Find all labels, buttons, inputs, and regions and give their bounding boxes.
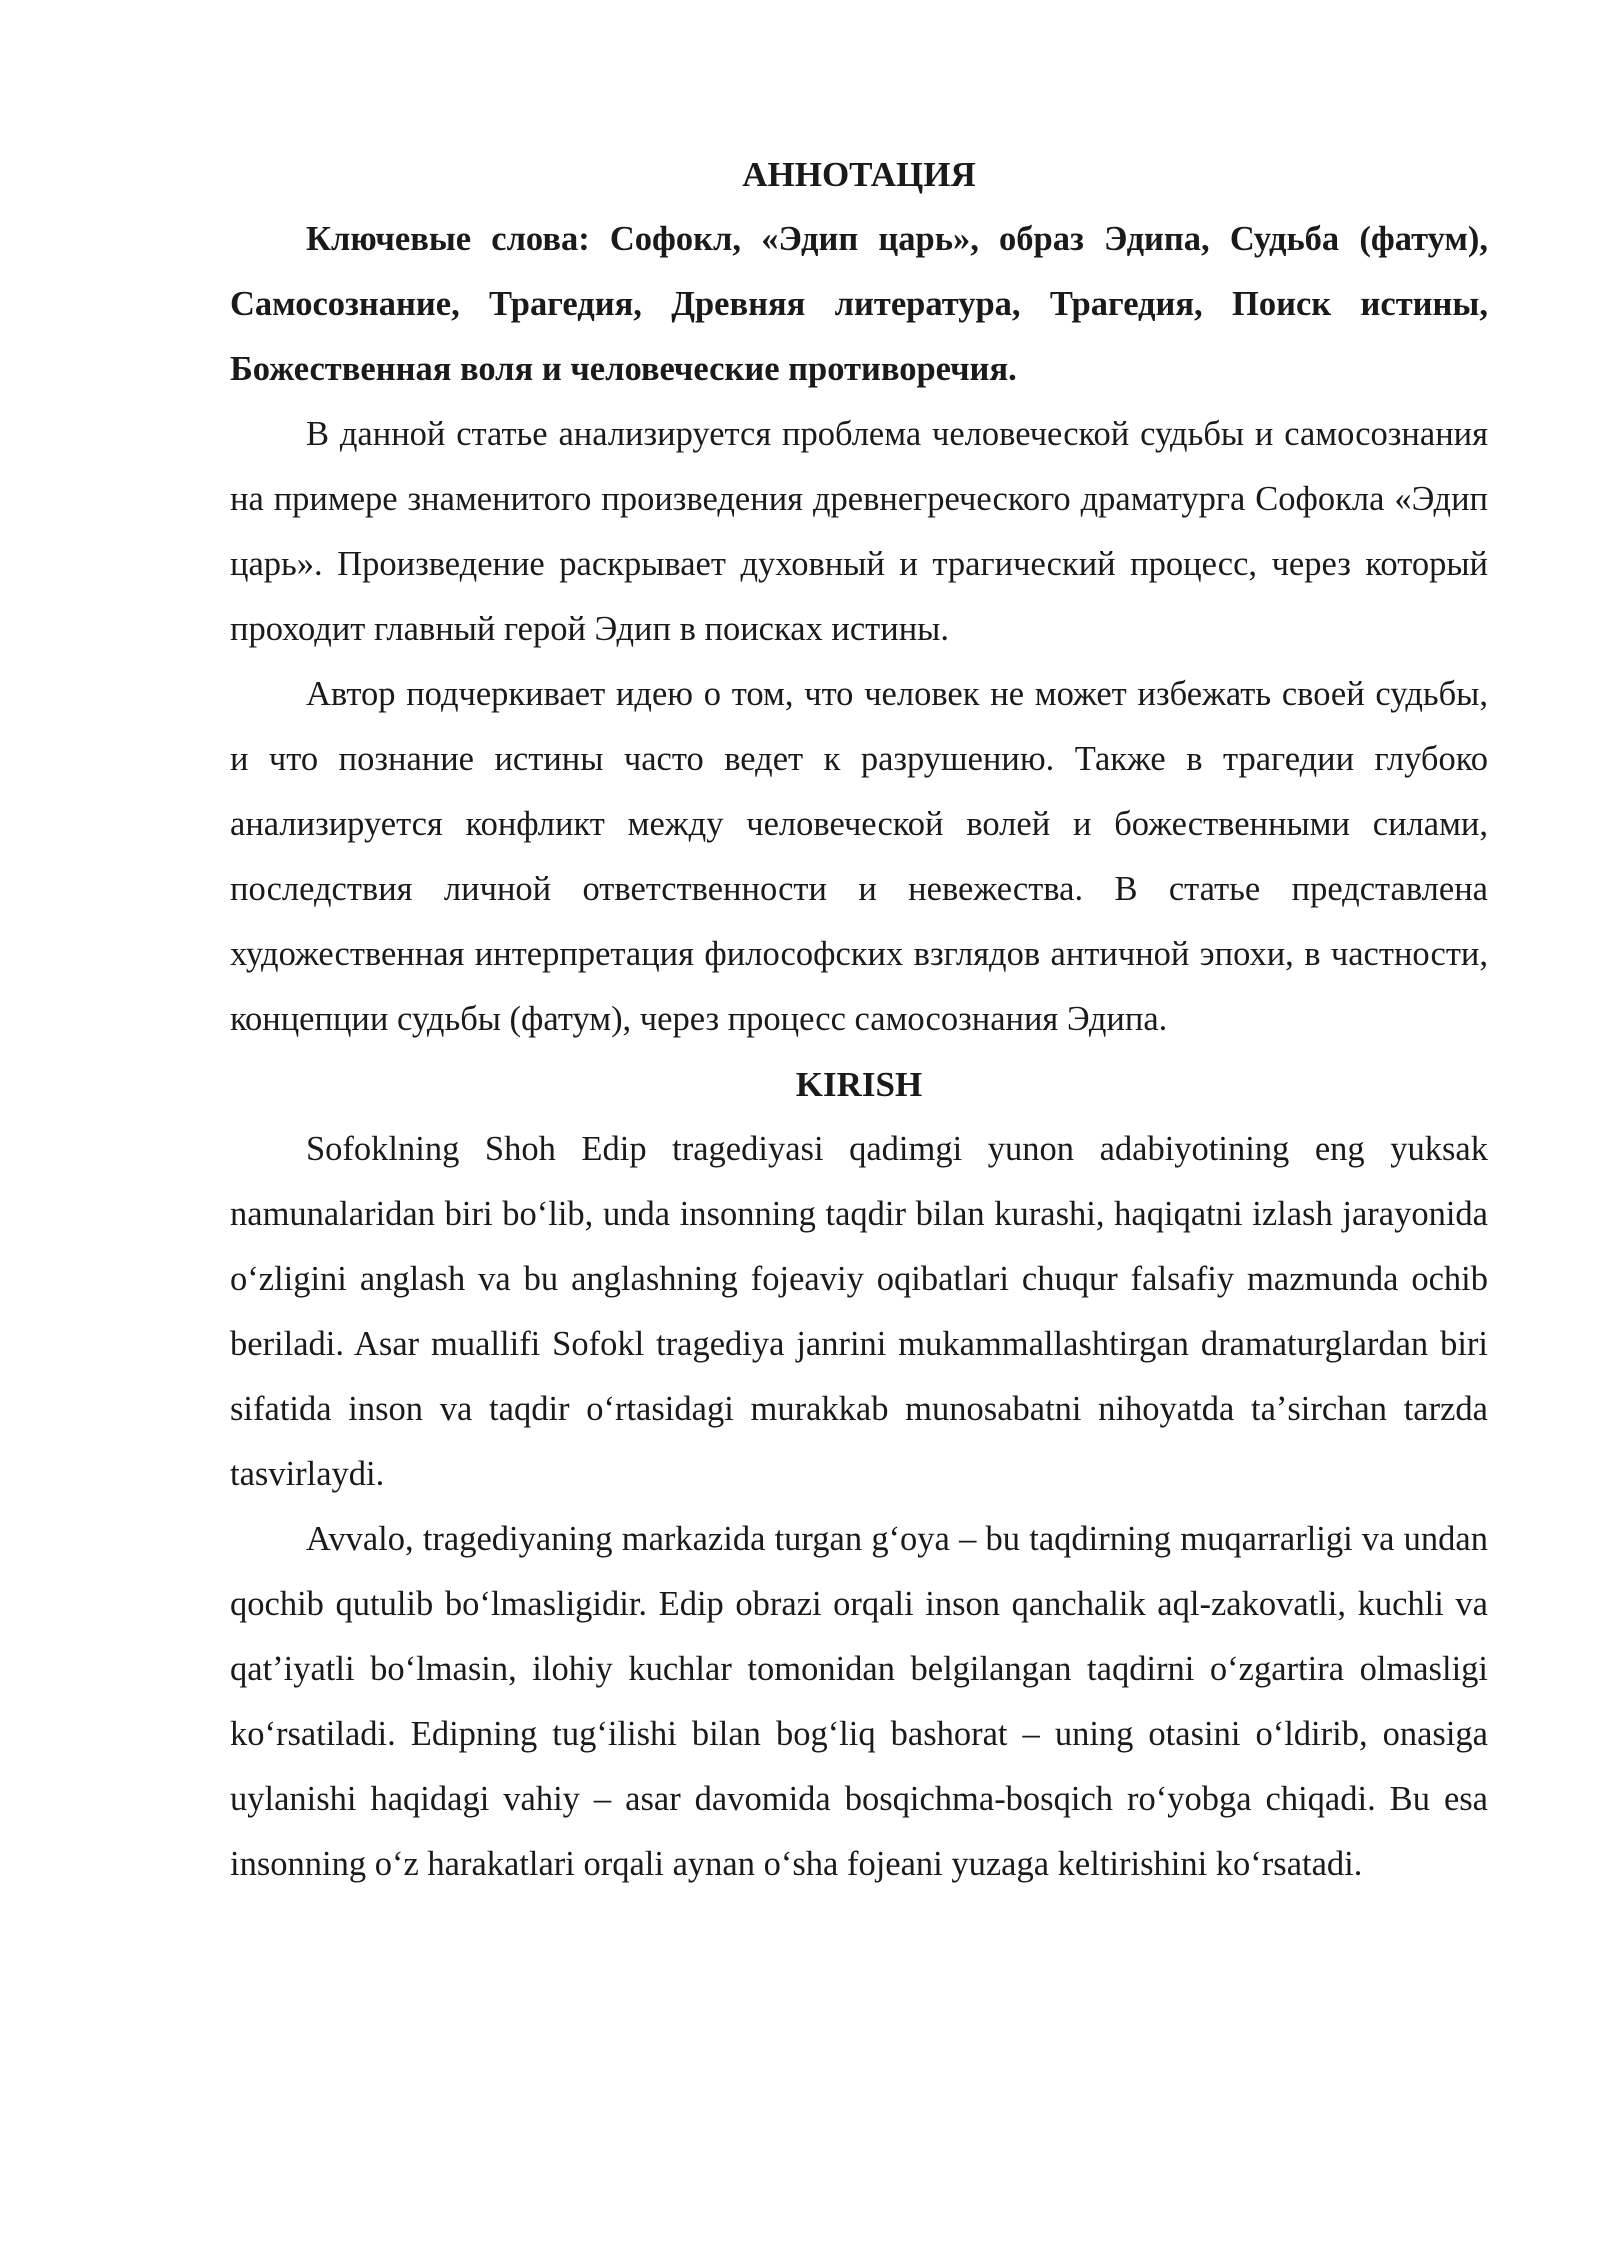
annotation-paragraph-1: В данной статье анализируется проблема человеческой судьбы и самосознания на примере знаменитого произведения древнегреческого драматурга Софокла «Эдип царь». Произведение раскрывает духовный и трагический процесс, через который проходит главный герой Эдип в поисках истины. bbox=[230, 415, 1488, 648]
keywords-paragraph: Ключевые слова: Софокл, «Эдип царь», образ Эдипа, Судьба (фатум), Самосознание, Трагедия, Древняя литература, Трагедия, Поиск истины, Божественная воля и человеческие противоречия. bbox=[230, 220, 1488, 388]
annotation-heading: АННОТАЦИЯ bbox=[742, 155, 976, 194]
introduction-paragraph-1: Sofoklning Shoh Edip tragediyasi qadimgi yunon adabiyotining eng yuksak namunalaridan biri boʻlib, unda insonning taqdir bilan kurashi, haqiqatni izlash jarayonida oʻzligini anglash va bu anglashning fojeaviy oqibatlari chuqur falsafiy mazmunda ochib beriladi. Asar muallifi Sofokl tragediya janrini mukammallashtirgan dramaturglardan biri sifatida inson va taqdir oʻrtasidagi murakkab munosabatni nihoyatda taʼsirchan tarzda tasvirlaydi. bbox=[230, 1130, 1488, 1493]
annotation-paragraph-2: Автор подчеркивает идею о том, что человек не может избежать своей судьбы, и что познание истины часто ведет к разрушению. Также в трагедии глубоко анализируется конфликт между человеческой волей и божественными силами, последствия личной ответственности и невежества. В статье представлена художественная интерпретация философских взглядов античной эпохи, в частности, концепции судьбы (фатум), через процесс самосознания Эдипа. bbox=[230, 675, 1488, 1038]
page-content bbox=[230, 142, 1488, 1897]
introduction-heading: KIRISH bbox=[795, 1065, 923, 1104]
introduction-paragraph-2: Avvalo, tragediyaning markazida turgan gʻoya – bu taqdirning muqarrarligi va undan qochib qutulib boʻlmasligidir. Edip obrazi orqali inson qanchalik aql-zakovatli, kuchli va qatʼiyatli boʻlmasin, ilohiy kuchlar tomonidan belgilangan taqdirni oʻzgartira olmasligi koʻrsatiladi. Edipning tugʻilishi bilan bogʻliq bashorat – uning otasini oʻldirib, onasiga uylanishi haqidagi vahiy – asar davomida bosqichma-bosqich roʻyobga chiqadi. Bu esa insonning oʻz harakatlari orqali aynan oʻsha fojeani yuzaga keltirishini koʻrsatadi. bbox=[230, 1520, 1488, 1883]
